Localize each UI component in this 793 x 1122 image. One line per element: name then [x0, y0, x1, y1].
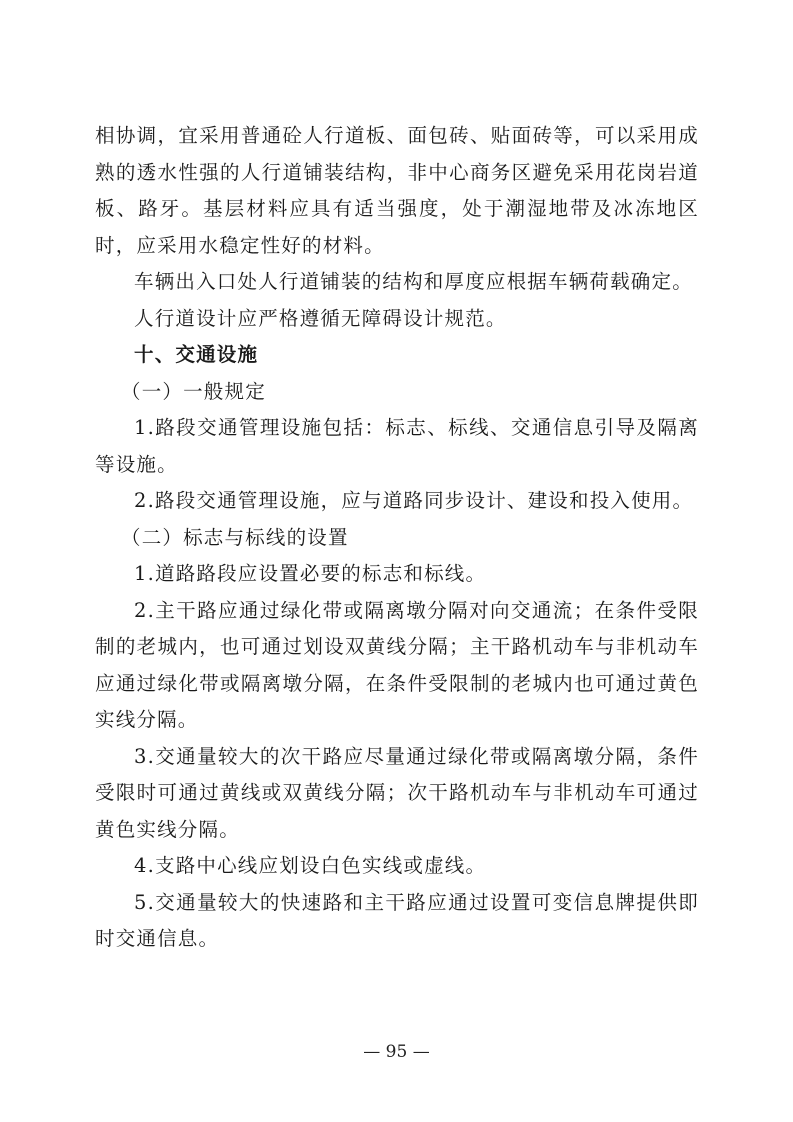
paragraph-item-1-facilities: 1.路段交通管理设施包括：标志、标线、交通信息引导及隔离等设施。	[95, 416, 699, 476]
paragraph-vehicle-entrance-paving: 车辆出入口处人行道铺装的结构和厚度应根据车辆荷载确定。	[134, 270, 693, 293]
paragraph-item-1-signs: 1.道路路段应设置必要的标志和标线。	[134, 562, 487, 585]
paragraph-paving-materials: 相协调，宜采用普通砼人行道板、面包砖、贴面砖等，可以采用成熟的透水性强的人行道铺装结构，非中心商务区避免采用花岗岩道板、路牙。基层材料应具有适当强度，处于潮湿地带及冰冻地区时，应采用水稳定性好的材料。	[95, 124, 699, 257]
page-body	[95, 118, 699, 958]
paragraph-item-4-branch-roads: 4.支路中心线应划设白色实线或虚线。	[134, 854, 487, 877]
paragraph-item-2-facilities: 2.路段交通管理设施，应与道路同步设计、建设和投入使用。	[134, 489, 694, 512]
paragraph-item-2-trunk-roads: 2.主干路应通过绿化带或隔离墩分隔对向交通流；在条件受限制的老城内，也可通过划设双黄线分隔；主干路机动车与非机动车应通过绿化带或隔离墩分隔，在条件受限制的老城内也可通过黄色实线分隔。	[95, 598, 699, 731]
subsection-heading-general: （一）一般规定	[121, 379, 266, 403]
paragraph-item-3-secondary-roads: 3.交通量较大的次干路应尽量通过绿化带或隔离墩分隔，条件受限时可通过黄线或双黄线分隔；次干路机动车与非机动车可通过黄色实线分隔。	[95, 744, 699, 841]
subsection-heading-signs-markings: （二）标志与标线的设置	[121, 525, 349, 549]
section-heading-traffic-facilities: 十、交通设施	[134, 343, 259, 366]
page-number: — 95 —	[363, 1042, 430, 1062]
paragraph-accessibility: 人行道设计应严格遵循无障碍设计规范。	[134, 306, 507, 330]
paragraph-item-5-variable-signs: 5.交通量较大的快速路和主干路应通过设置可变信息牌提供即时交通信息。	[95, 890, 699, 950]
